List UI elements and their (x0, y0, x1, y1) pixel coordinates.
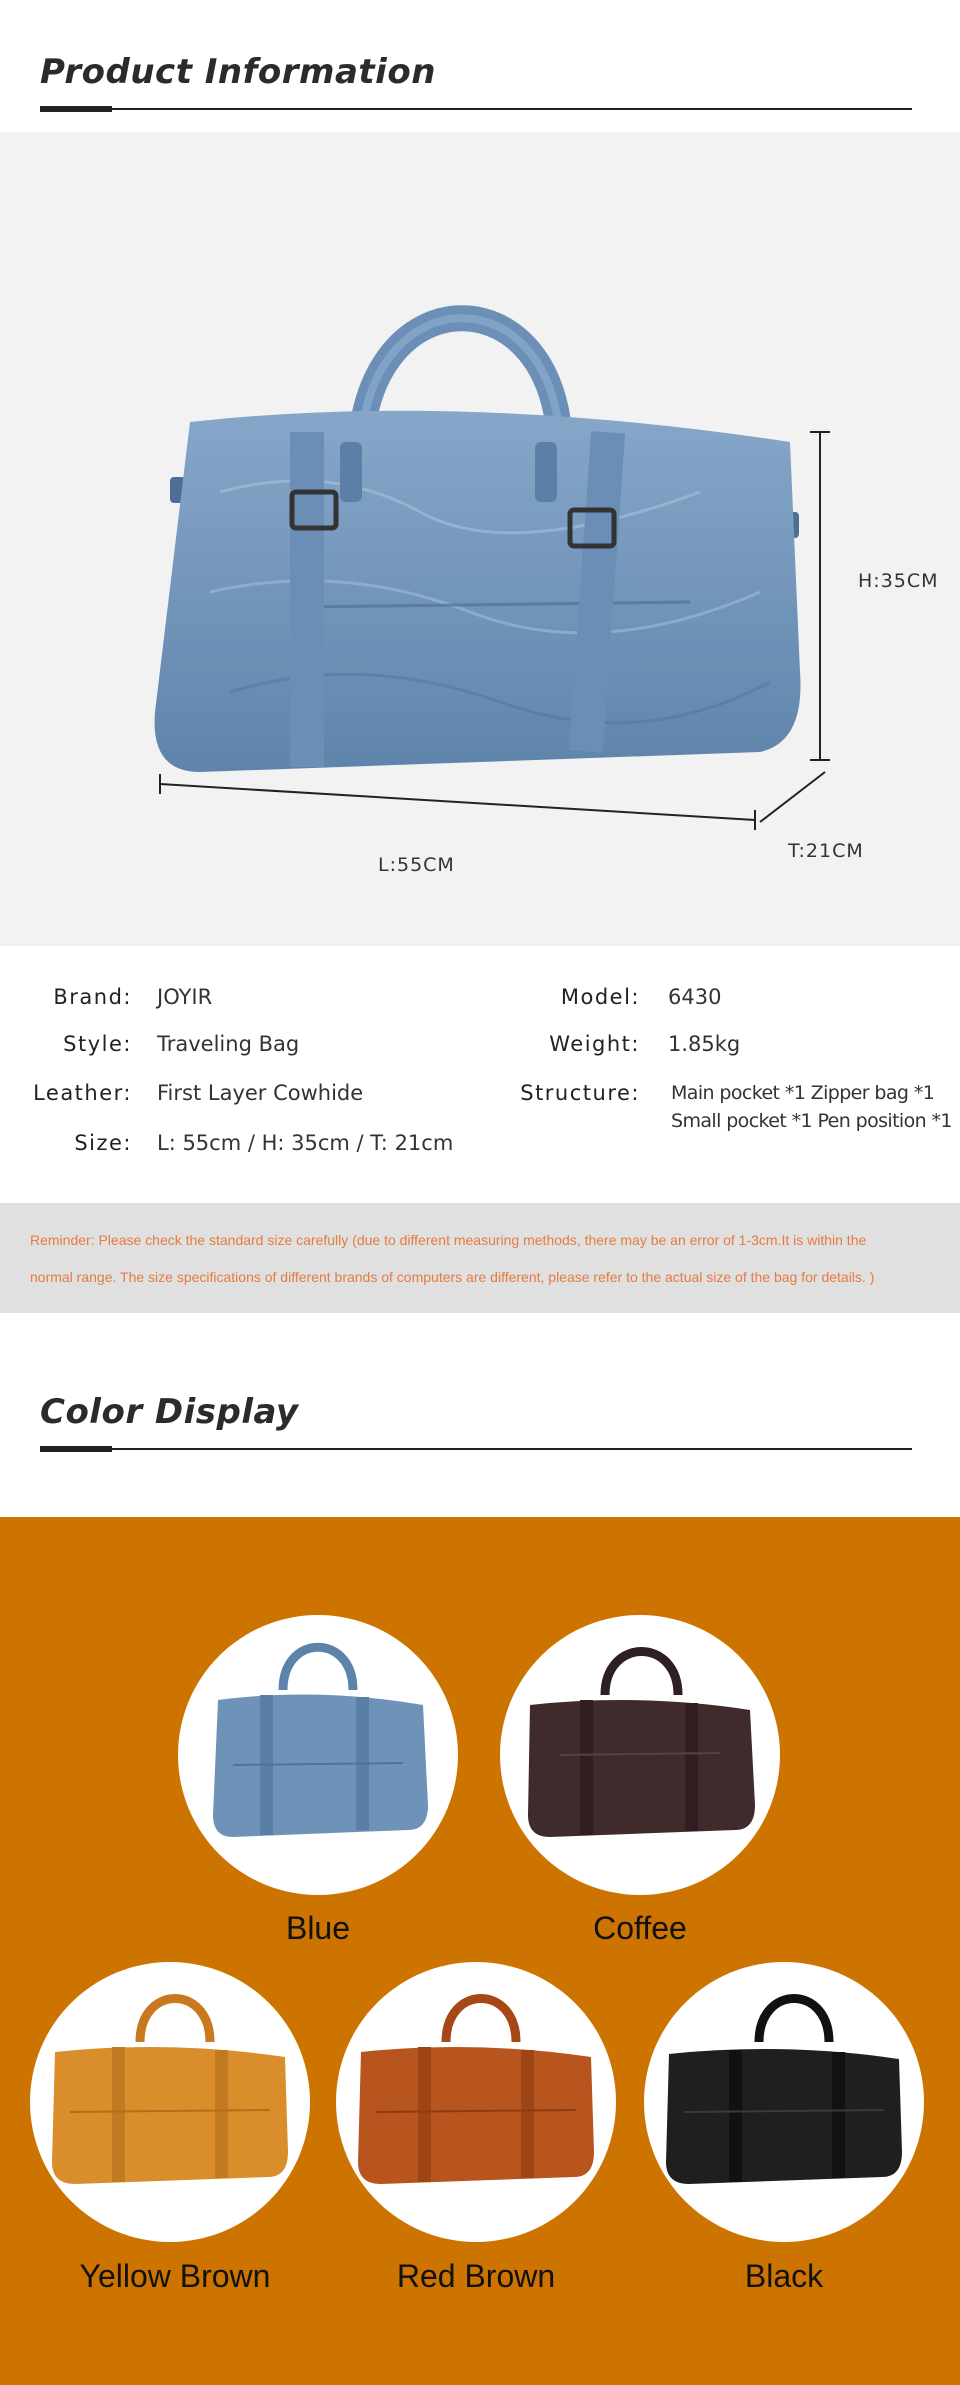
structure-label: Structure: (520, 1081, 640, 1105)
color-display-rule (40, 1448, 912, 1450)
color-label-black: Black (744, 2258, 824, 2294)
color-swatch-yellow-brown[interactable] (30, 1962, 310, 2242)
color-display-panel (0, 1517, 960, 2385)
color-swatch-red-brown[interactable] (336, 1962, 616, 2242)
length-dimension: L:55CM (378, 854, 455, 876)
color-label-coffee: Coffee (593, 1910, 687, 1946)
product-info-rule (40, 108, 912, 110)
product-info-title: Product Information (40, 52, 436, 92)
bag-illustration (0, 132, 960, 946)
hero-product-image (0, 132, 960, 946)
model-label: Model: (560, 985, 640, 1009)
reminder-text-line1: Reminder: Please check the standard size carefully (due to different measuring methods, there may be an error of 1-3cm.It is within the (30, 1232, 867, 1248)
bag-blue-icon (178, 1615, 458, 1895)
bag-yellow-brown-icon (30, 1962, 310, 2242)
color-label-yellow-brown: Yellow Brown (79, 2258, 271, 2294)
style-label: Style: (63, 1032, 132, 1056)
color-swatch-black[interactable] (644, 1962, 924, 2242)
thickness-dimension: T:21CM (788, 840, 864, 862)
bag-red-brown-icon (336, 1962, 616, 2242)
color-swatch-blue[interactable] (178, 1615, 458, 1895)
height-dimension: H:35CM (858, 570, 939, 592)
reminder-banner (0, 1203, 960, 1313)
leather-label: Leather: (33, 1081, 132, 1105)
color-display-title: Color Display (40, 1392, 299, 1432)
weight-label: Weight: (549, 1032, 640, 1056)
structure-value-line1: Main pocket *1 Zipper bag *1 (671, 1082, 935, 1104)
style-value: Traveling Bag (157, 1032, 300, 1056)
structure-value-line2: Small pocket *1 Pen position *1 (671, 1110, 952, 1132)
bag-black-icon (644, 1962, 924, 2242)
brand-label: Brand: (53, 985, 132, 1009)
color-display-rule-accent (40, 1446, 112, 1452)
color-swatch-coffee[interactable] (500, 1615, 780, 1895)
reminder-text-line2: normal range. The size specifications of different brands of computers are different, please refer to the actual size of the bag for details. ) (30, 1269, 875, 1285)
bag-coffee-icon (500, 1615, 780, 1895)
leather-value: First Layer Cowhide (157, 1081, 364, 1105)
color-label-red-brown: Red Brown (396, 2258, 556, 2294)
color-label-blue: Blue (285, 1910, 351, 1946)
size-label: Size: (74, 1131, 132, 1155)
size-value: L: 55cm / H: 35cm / T: 21cm (157, 1131, 454, 1155)
product-info-rule-accent (40, 106, 112, 112)
model-value: 6430 (668, 985, 722, 1009)
brand-value: JOYIR (157, 985, 213, 1009)
weight-value: 1.85kg (668, 1032, 741, 1056)
